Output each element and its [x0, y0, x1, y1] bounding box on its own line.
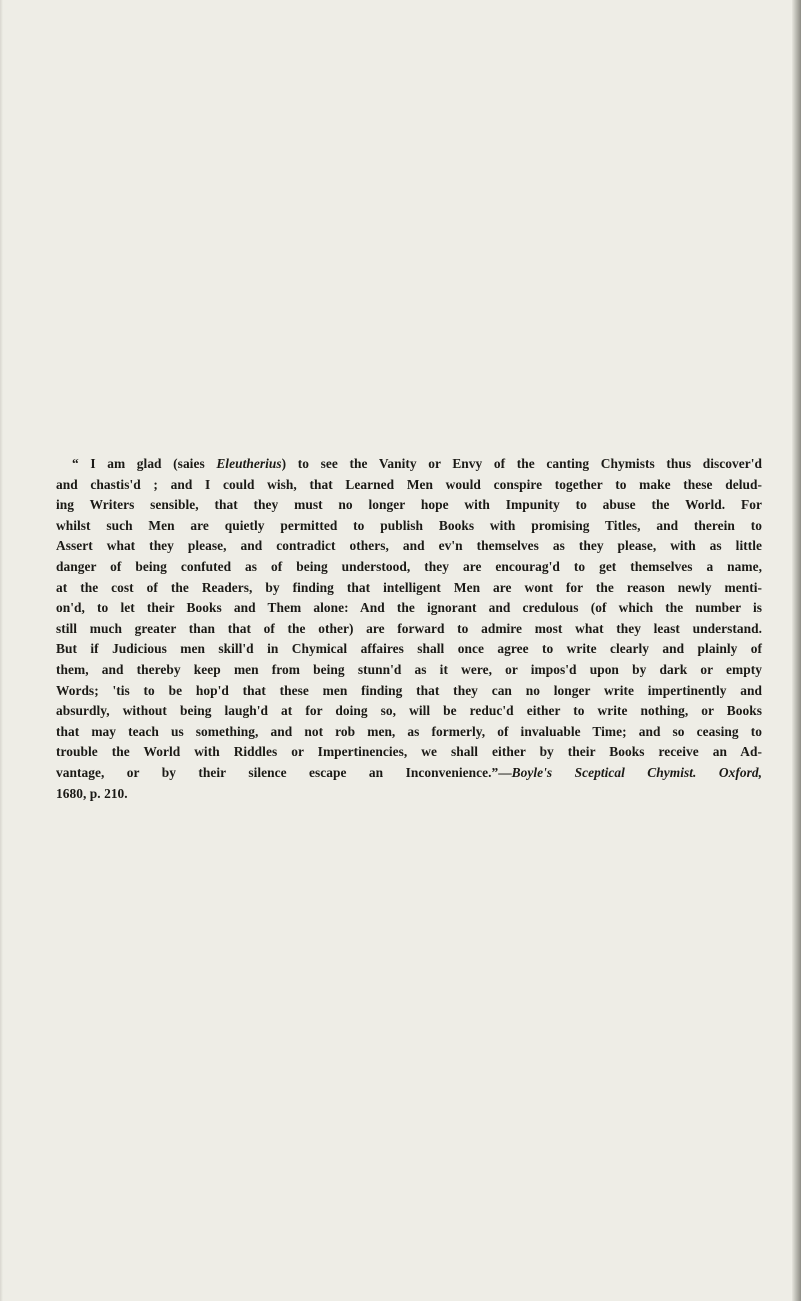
quote-line: 1680, p. 210.	[56, 785, 128, 801]
quote-line: whilst such Men are quietly permitted to publish Books with promising Titles, and therein to	[56, 517, 762, 533]
quote-line: trouble the World with Riddles or Impertinencies, we shall either by their Books receive an Ad-	[56, 744, 762, 760]
quote-line: still much greater than that of the other) are forward to admire most what they least understand.	[56, 620, 762, 636]
quote-line: and chastis'd ; and I could wish, that Learned Men would conspire together to make these delud-	[56, 476, 762, 492]
page-binding-shadow	[792, 0, 801, 1301]
quote-line: that may teach us something, and not rob men, as formerly, of invaluable Time; and so ceasing to	[56, 723, 762, 739]
quote-line: Assert what they please, and contradict others, and ev'n themselves as they please, with as little	[56, 538, 762, 554]
quote-line: vantage, or by their silence escape an Inconvenience.”—Boyle's Sceptical Chymist. Oxford,	[56, 764, 762, 780]
page-left-edge	[0, 0, 3, 1301]
quote-line: danger of being confuted as of being understood, they are encourag'd to get themselves a name,	[56, 558, 762, 574]
quote-line: But if Judicious men skill'd in Chymical affaires shall once agree to write clearly and plainly of	[56, 641, 762, 657]
quote-line: on'd, to let their Books and Them alone: And the ignorant and credulous (of which the number is	[56, 600, 762, 616]
quote-line: ing Writers sensible, that they must no longer hope with Impunity to abuse the World. For	[56, 497, 762, 513]
quote-line: Words; 'tis to be hop'd that these men finding that they can no longer write impertinently and	[56, 682, 762, 698]
boyle-quotation	[56, 454, 762, 804]
quote-line: absurdly, without being laugh'd at for doing so, will be reduc'd either to write nothing, or Books	[56, 703, 762, 719]
quote-line: “ I am glad (saies Eleutherius) to see the Vanity or Envy of the canting Chymists thus discover'd	[72, 456, 762, 471]
quote-line: at the cost of the Readers, by finding that intelligent Men are wont for the reason newly menti-	[56, 579, 762, 595]
quote-line: them, and thereby keep men from being stunn'd as it were, or impos'd upon by dark or empty	[56, 661, 762, 677]
